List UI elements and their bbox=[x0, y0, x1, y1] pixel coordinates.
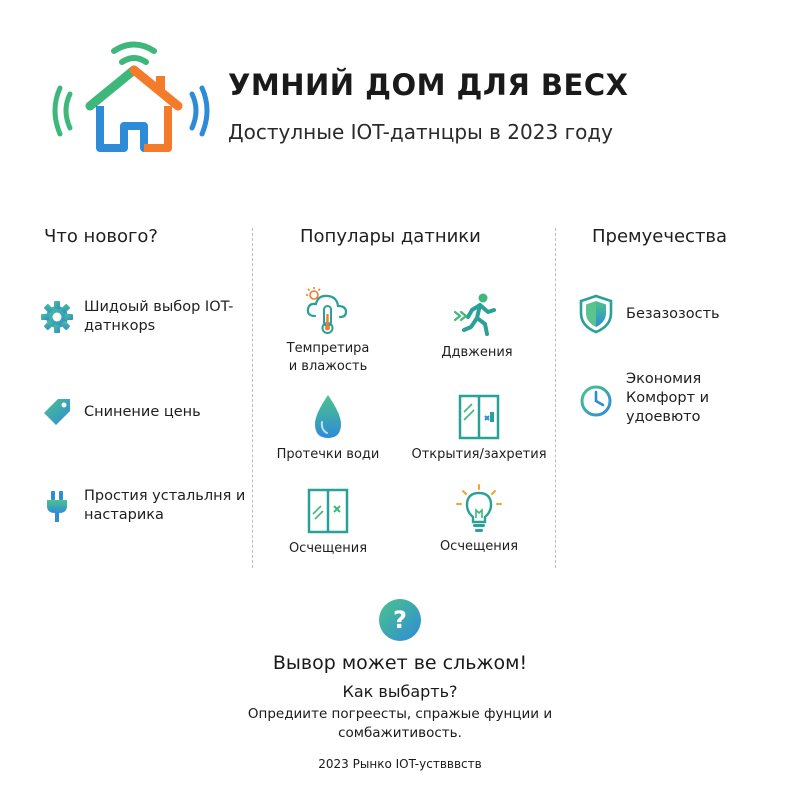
whats-new-item bbox=[40, 487, 254, 525]
sensor-item bbox=[253, 286, 403, 376]
sensor-label: Темпретира и влажость bbox=[286, 341, 370, 374]
gear-icon bbox=[40, 300, 74, 334]
page-subtitle: Достулные IOT-датнцры в 2023 году bbox=[228, 120, 613, 144]
choice-text: Опредиите погреесты, спражые фунции и сомбажитивость. bbox=[247, 706, 553, 741]
sensor-item bbox=[253, 486, 403, 558]
sensor-label: Осчещения bbox=[288, 541, 368, 556]
sensor-item bbox=[404, 484, 554, 556]
popular-sensors-heading: Популары датники bbox=[300, 226, 481, 247]
advantage-label: Безазозость bbox=[626, 305, 720, 322]
whats-new-item bbox=[40, 298, 244, 336]
whats-new-label: Простия устальлня и настарика bbox=[84, 488, 246, 523]
light-bulb-icon bbox=[454, 484, 504, 534]
advantage-label: Экономия Комфорт и удоевюто bbox=[626, 371, 710, 425]
sensor-label: Открытия/захретия bbox=[411, 447, 547, 462]
plug-icon bbox=[40, 489, 74, 523]
footer-text: 2023 Рынко IOT-уствввств bbox=[318, 757, 482, 771]
choice-heading: Вывор может ве сльжом! bbox=[272, 652, 528, 674]
sensor-label: Ддвжения bbox=[441, 345, 513, 360]
sensor-label: Осчещения bbox=[439, 539, 519, 554]
advantage-item bbox=[578, 294, 720, 334]
sensor-item bbox=[404, 392, 554, 464]
running-person-icon bbox=[452, 290, 502, 340]
sensor-item bbox=[253, 392, 403, 464]
question-icon bbox=[378, 598, 422, 642]
shield-icon bbox=[578, 294, 614, 334]
advantage-item bbox=[578, 370, 731, 427]
weather-thermometer-icon bbox=[303, 286, 353, 336]
window-sensor-icon bbox=[454, 392, 504, 442]
window-icon bbox=[303, 486, 353, 536]
whats-new-heading: Что нового? bbox=[44, 226, 158, 247]
smart-home-wifi-icon bbox=[52, 36, 212, 162]
whats-new-label: Шидоый выбор IOT-датнкорs bbox=[84, 299, 234, 334]
clock-icon bbox=[578, 379, 614, 419]
choice-subheading: Как выбарть? bbox=[342, 682, 458, 701]
water-drop-icon bbox=[303, 392, 353, 442]
whats-new-item bbox=[40, 395, 201, 429]
advantages-heading: Премуечества bbox=[592, 226, 728, 247]
column-divider bbox=[555, 228, 556, 568]
whats-new-label: Снинение цень bbox=[84, 403, 201, 420]
price-tag-icon bbox=[40, 395, 74, 429]
sensor-item bbox=[402, 290, 552, 362]
svg-text:?: ? bbox=[393, 606, 407, 634]
sensor-label: Протечки води bbox=[276, 447, 380, 462]
page-title: УМНИЙ ДОМ ДЛЯ ВЕСХ bbox=[228, 68, 629, 102]
